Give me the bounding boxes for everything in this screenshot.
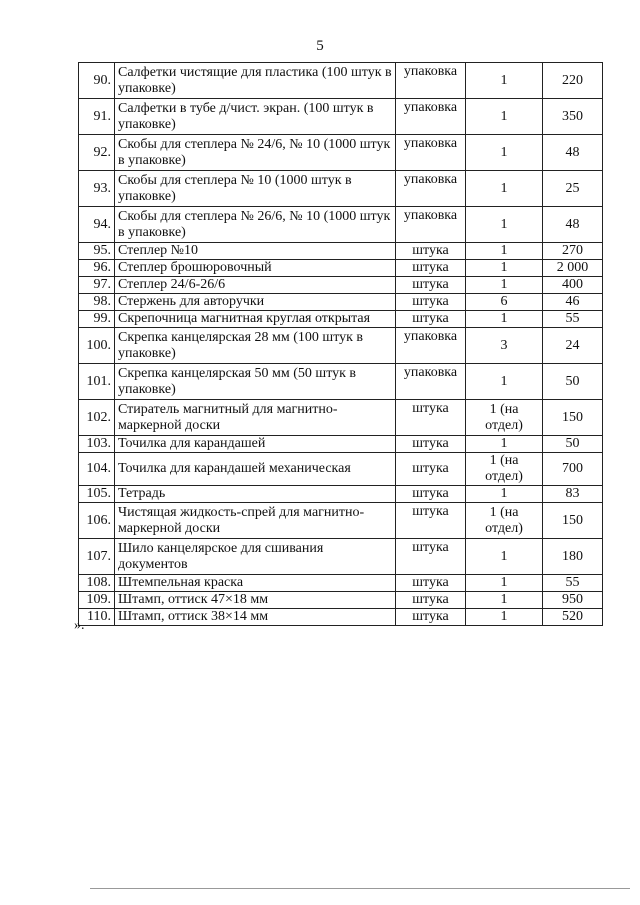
unit-of-measure: штука (396, 575, 466, 592)
table-row (79, 503, 603, 539)
item-name: Шило канцелярское для сшивания документов (115, 539, 396, 575)
row-number: 90. (79, 63, 115, 99)
item-name: Тетрадь (115, 486, 396, 503)
table-row (79, 63, 603, 99)
quantity: 1 (на отдел) (466, 400, 543, 436)
table-row (79, 453, 603, 486)
unit-of-measure: штука (396, 243, 466, 260)
table-row (79, 609, 603, 626)
item-name: Точилка для карандашей механическая (115, 453, 396, 486)
quantity: 1 (466, 592, 543, 609)
table-row (79, 311, 603, 328)
item-name: Стиратель магнитный для магнитно-маркерной доски (115, 400, 396, 436)
items-table-body (79, 63, 603, 626)
unit-of-measure: штука (396, 400, 466, 436)
price: 83 (543, 486, 603, 503)
unit-of-measure: штука (396, 503, 466, 539)
price: 350 (543, 99, 603, 135)
item-name: Скобы для степлера № 26/6, № 10 (1000 штук в упаковке) (115, 207, 396, 243)
quantity: 1 (466, 539, 543, 575)
table-row (79, 260, 603, 277)
item-name: Степлер брошюровочный (115, 260, 396, 277)
table-row (79, 400, 603, 436)
table-row (79, 592, 603, 609)
unit-of-measure: штука (396, 486, 466, 503)
price: 46 (543, 294, 603, 311)
closing-quote: ». (74, 618, 85, 633)
table-row (79, 364, 603, 400)
price: 400 (543, 277, 603, 294)
table-row (79, 539, 603, 575)
item-name: Скобы для степлера № 24/6, № 10 (1000 штук в упаковке) (115, 135, 396, 171)
item-name: Степлер №10 (115, 243, 396, 260)
unit-of-measure: штука (396, 592, 466, 609)
price: 25 (543, 171, 603, 207)
table-row (79, 436, 603, 453)
row-number: 107. (79, 539, 115, 575)
quantity: 1 (466, 486, 543, 503)
row-number: 101. (79, 364, 115, 400)
quantity: 1 (466, 99, 543, 135)
price: 150 (543, 400, 603, 436)
quantity: 1 (466, 207, 543, 243)
item-name: Скрепочница магнитная круглая открытая (115, 311, 396, 328)
quantity: 1 (466, 277, 543, 294)
table-row (79, 243, 603, 260)
price: 180 (543, 539, 603, 575)
price: 220 (543, 63, 603, 99)
quantity: 6 (466, 294, 543, 311)
item-name: Степлер 24/6-26/6 (115, 277, 396, 294)
quantity: 1 (466, 135, 543, 171)
unit-of-measure: упаковка (396, 171, 466, 207)
unit-of-measure: упаковка (396, 63, 466, 99)
item-name: Штамп, оттиск 38×14 мм (115, 609, 396, 626)
row-number: 105. (79, 486, 115, 503)
unit-of-measure: упаковка (396, 364, 466, 400)
price: 150 (543, 503, 603, 539)
price: 48 (543, 135, 603, 171)
quantity: 1 (466, 243, 543, 260)
footer-divider (90, 888, 630, 889)
row-number: 109. (79, 592, 115, 609)
table-row (79, 486, 603, 503)
row-number: 103. (79, 436, 115, 453)
quantity: 1 (на отдел) (466, 503, 543, 539)
item-name: Штамп, оттиск 47×18 мм (115, 592, 396, 609)
table-row (79, 575, 603, 592)
row-number: 110. (79, 609, 115, 626)
unit-of-measure: упаковка (396, 135, 466, 171)
row-number: 99. (79, 311, 115, 328)
item-name: Салфетки в тубе д/чист. экран. (100 штук в упаковке) (115, 99, 396, 135)
price: 700 (543, 453, 603, 486)
item-name: Скрепка канцелярская 50 мм (50 штук в упаковке) (115, 364, 396, 400)
table-row (79, 294, 603, 311)
row-number: 95. (79, 243, 115, 260)
price: 48 (543, 207, 603, 243)
table-row (79, 207, 603, 243)
row-number: 91. (79, 99, 115, 135)
quantity: 1 (466, 575, 543, 592)
price: 55 (543, 311, 603, 328)
row-number: 106. (79, 503, 115, 539)
items-table (78, 62, 603, 626)
item-name: Скобы для степлера № 10 (1000 штук в упаковке) (115, 171, 396, 207)
item-name: Точилка для карандашей (115, 436, 396, 453)
quantity: 3 (466, 328, 543, 364)
price: 50 (543, 436, 603, 453)
price: 520 (543, 609, 603, 626)
table-row (79, 328, 603, 364)
table-row (79, 99, 603, 135)
table-row (79, 277, 603, 294)
unit-of-measure: штука (396, 453, 466, 486)
unit-of-measure: штука (396, 260, 466, 277)
quantity: 1 (на отдел) (466, 453, 543, 486)
price: 24 (543, 328, 603, 364)
row-number: 108. (79, 575, 115, 592)
row-number: 100. (79, 328, 115, 364)
price: 2 000 (543, 260, 603, 277)
unit-of-measure: упаковка (396, 99, 466, 135)
quantity: 1 (466, 311, 543, 328)
row-number: 97. (79, 277, 115, 294)
unit-of-measure: штука (396, 294, 466, 311)
item-name: Стержень для авторучки (115, 294, 396, 311)
unit-of-measure: штука (396, 609, 466, 626)
table-row (79, 135, 603, 171)
page-number: 5 (316, 38, 324, 54)
quantity: 1 (466, 171, 543, 207)
item-name: Штемпельная краска (115, 575, 396, 592)
quantity: 1 (466, 609, 543, 626)
price: 50 (543, 364, 603, 400)
unit-of-measure: штука (396, 436, 466, 453)
quantity: 1 (466, 436, 543, 453)
unit-of-measure: штука (396, 277, 466, 294)
unit-of-measure: штука (396, 311, 466, 328)
row-number: 94. (79, 207, 115, 243)
table-row (79, 171, 603, 207)
row-number: 102. (79, 400, 115, 436)
item-name: Чистящая жидкость-спрей для магнитно-маркерной доски (115, 503, 396, 539)
item-name: Скрепка канцелярская 28 мм (100 штук в упаковке) (115, 328, 396, 364)
price: 950 (543, 592, 603, 609)
unit-of-measure: упаковка (396, 207, 466, 243)
row-number: 98. (79, 294, 115, 311)
row-number: 96. (79, 260, 115, 277)
item-name: Салфетки чистящие для пластика (100 штук в упаковке) (115, 63, 396, 99)
price: 55 (543, 575, 603, 592)
quantity: 1 (466, 63, 543, 99)
quantity: 1 (466, 364, 543, 400)
row-number: 93. (79, 171, 115, 207)
row-number: 104. (79, 453, 115, 486)
price: 270 (543, 243, 603, 260)
row-number: 92. (79, 135, 115, 171)
quantity: 1 (466, 260, 543, 277)
unit-of-measure: штука (396, 539, 466, 575)
unit-of-measure: упаковка (396, 328, 466, 364)
